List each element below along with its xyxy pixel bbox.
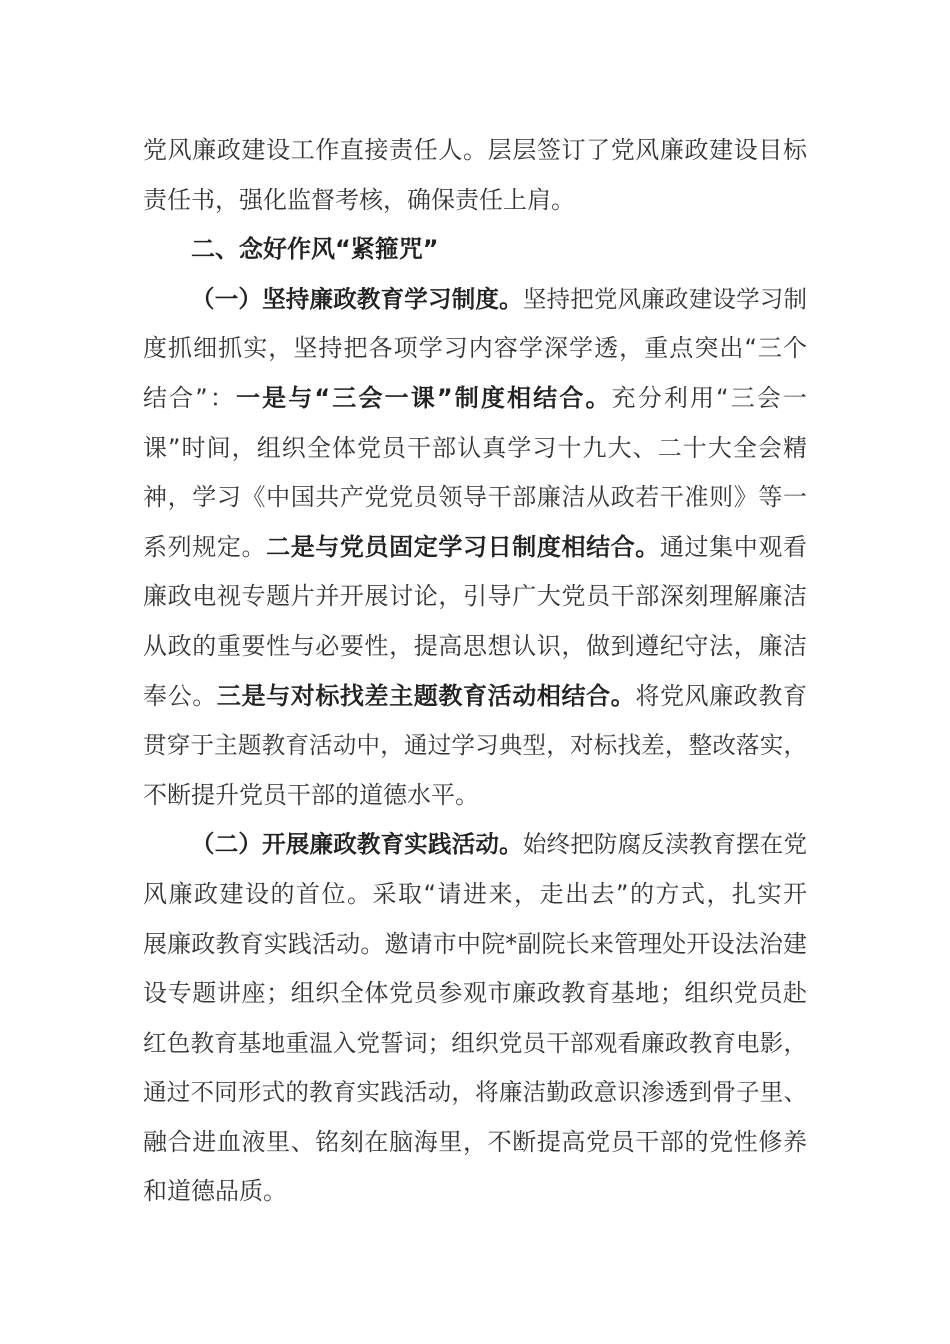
text-run: 充分利用“三会一 [611,383,807,412]
heading-text: 二、念好作风“紧箍咒” [191,235,439,264]
text-run: 神，学习《中国共产党党员领导干部廉洁从政若干准则》等一 [143,483,807,512]
text-run: 廉政电视专题片并开展讨论，引导广大党员干部深刻理解廉洁 [143,582,807,611]
text-line-14 [143,771,807,821]
text-run: 系列规定。 [143,532,267,561]
text-line-18 [143,969,807,1019]
text-line-17 [143,920,807,970]
subsection-heading-1: （一）坚持廉政教育学习制度。 [191,284,523,313]
text-line-12 [143,672,807,722]
bold-point-1: 一是与“三会一课”制度相结合。 [235,383,612,412]
text-run: 度抓细抓实，坚持把各项学习内容学深学透，重点突出“三个 [143,334,807,363]
text-run: 展廉政教育实践活动。邀请市中院*副院长来管理处开设法治建 [143,929,807,958]
text-line-7 [143,424,807,474]
subsection-1-first-line [143,275,807,325]
subsection-heading-2: （二）开展廉政教育实践活动。 [191,830,523,859]
text-run: 课”时间，组织全体党员干部认真学习十九大、二十大全会精 [143,433,807,462]
text-run: 责任书，强化监督考核，确保责任上肩。 [143,185,575,214]
section-heading [143,225,807,275]
text-run: 不断提升党员干部的道德水平。 [143,780,479,809]
text-run: 结合”： [143,383,236,412]
text-run: 始终把防腐反渎教育摆在党 [522,830,807,859]
text-run: 风廉政建设的首位。采取“请进来，走出去”的方式，扎实开 [143,879,807,908]
text-line-8 [143,473,807,523]
text-run: 将党风廉政教育 [635,681,807,710]
text-run: 红色教育基地重温入党誓词；组织党员干部观看廉政教育电影， [143,1028,807,1057]
text-run: 融合进血液里、铭刻在脑海里，不断提高党员干部的党性修养 [143,1127,807,1156]
text-run: 奉公。 [143,681,217,710]
text-line-19 [143,1019,807,1069]
text-line-11 [143,622,807,672]
text-run: 坚持把党风廉政建设学习制 [522,284,807,313]
text-run: 通过集中观看 [659,532,807,561]
text-line-22 [143,1167,807,1217]
text-run: 设专题讲座；组织全体党员参观市廉政教育基地；组织党员赴 [143,979,807,1008]
text-line-20 [143,1068,807,1118]
text-run: 贯穿于主题教育活动中，通过学习典型，对标找差，整改落实， [143,731,807,760]
bold-point-2: 二是与党员固定学习日制度相结合。 [266,532,660,561]
text-run: 党风廉政建设工作直接责任人。层层签订了党风廉政建设目标 [143,136,807,164]
text-line-21 [143,1118,807,1168]
text-line-6 [143,374,807,424]
text-line-16 [143,870,807,920]
text-line-2 [143,176,807,226]
text-run: 通过不同形式的教育实践活动，将廉洁勤政意识渗透到骨子里、 [143,1078,807,1107]
bold-point-3: 三是与对标找差主题教育活动相结合。 [216,681,636,710]
document-body [143,126,807,1217]
text-line-13 [143,721,807,771]
text-run: 从政的重要性与必要性，提高思想认识，做到遵纪守法，廉洁 [143,631,807,660]
text-run: 和道德品质。 [143,1177,287,1206]
text-line-10 [143,572,807,622]
text-line-5 [143,324,807,374]
text-line-1 [143,126,807,176]
text-line-9 [143,523,807,573]
subsection-2-first-line [143,820,807,870]
